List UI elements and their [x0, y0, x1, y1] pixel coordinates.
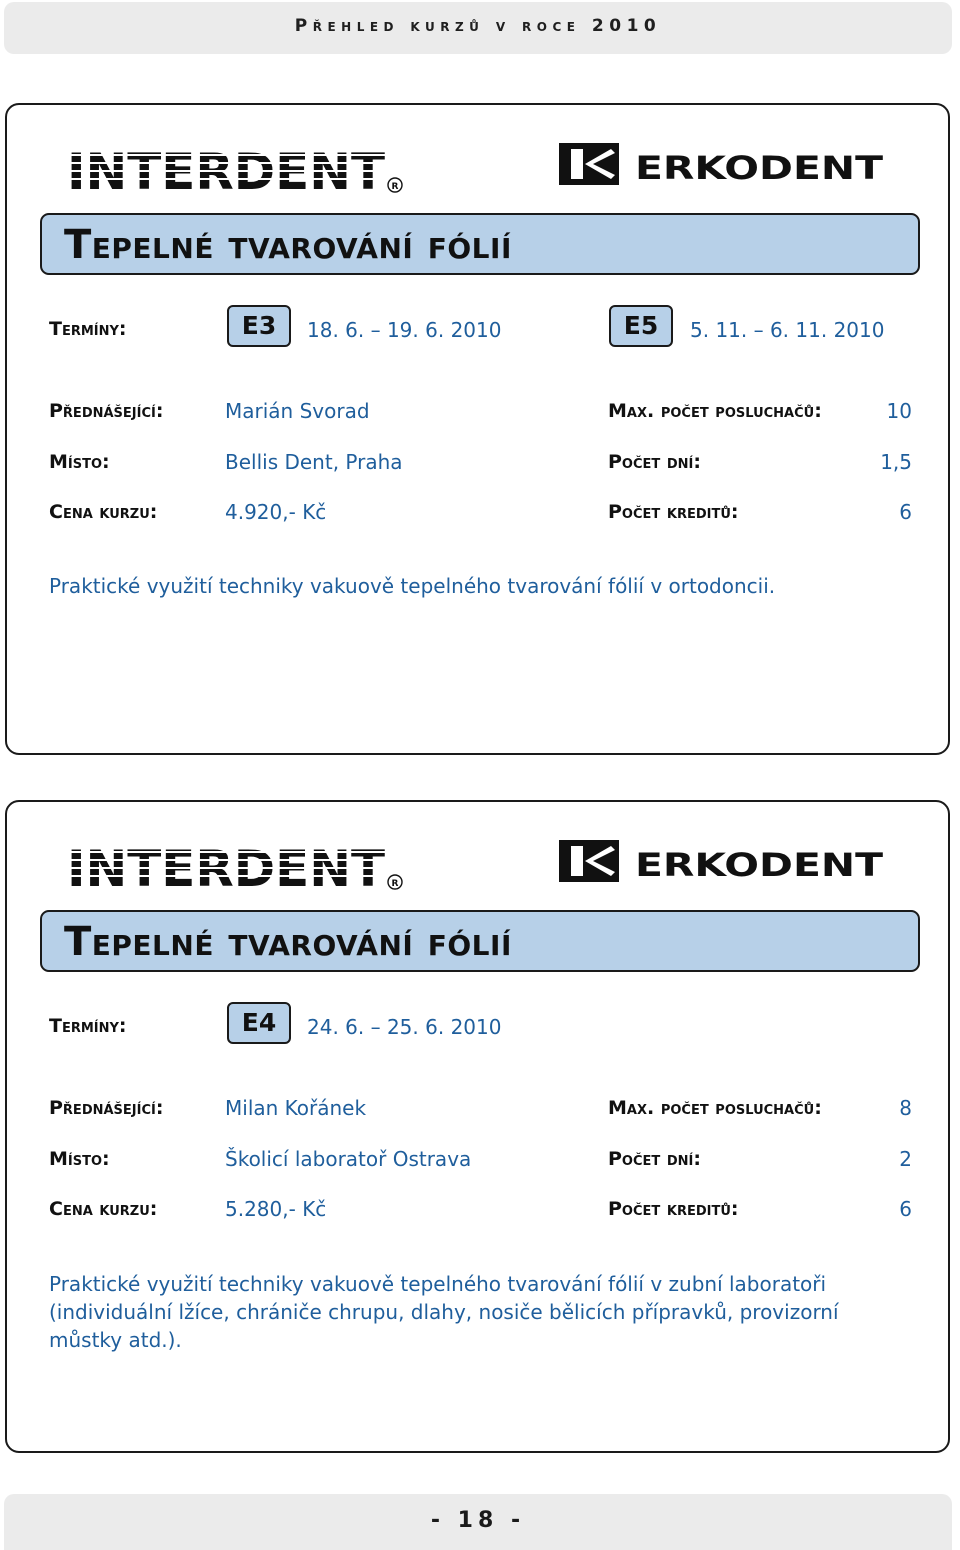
page-footer — [4, 1494, 952, 1550]
terms-label: Termíny: — [49, 318, 127, 340]
days-value: 1,5 — [880, 450, 912, 474]
term-code-badge: E5 — [609, 305, 673, 347]
days-label: Počet dní: — [608, 451, 701, 473]
max-participants-value: 8 — [899, 1096, 912, 1120]
svg-text:ERKODENT: ERKODENT — [635, 846, 884, 884]
lecturer-label: Přednášející: — [49, 1097, 164, 1119]
course-title: Tepelné tvarování fólií — [64, 222, 512, 268]
credits-value: 6 — [899, 500, 912, 524]
svg-text:ERKODENT: ERKODENT — [635, 149, 884, 187]
page-header — [4, 2, 952, 54]
svg-text:INTERDENT: INTERDENT — [67, 840, 385, 892]
days-value: 2 — [899, 1147, 912, 1171]
place-value: Bellis Dent, Praha — [225, 450, 403, 474]
course-card — [5, 800, 950, 1453]
course-title: Tepelné tvarování fólií — [64, 919, 512, 965]
course-card — [5, 103, 950, 755]
credits-label: Počet kreditů: — [608, 1198, 739, 1220]
term-code-badge: E4 — [227, 1002, 291, 1044]
place-value: Školicí laboratoř Ostrava — [225, 1147, 472, 1171]
max-participants-label: Max. počet posluchačů: — [608, 1097, 822, 1119]
lecturer-value: Marián Svorad — [225, 399, 370, 423]
credits-value: 6 — [899, 1197, 912, 1221]
page-title: Přehled kurzů v roce 2010 — [294, 16, 662, 36]
course-description: Praktické využití techniky vakuově tepelného tvarování fólií v ortodoncii. — [49, 574, 776, 598]
lecturer-label: Přednášející: — [49, 400, 164, 422]
days-label: Počet dní: — [608, 1148, 701, 1170]
price-value: 4.920,- Kč — [225, 500, 327, 524]
svg-text:R: R — [391, 182, 399, 192]
svg-text:R: R — [391, 879, 399, 889]
price-label: Cena kurzu: — [49, 501, 158, 523]
course-title-bar — [40, 213, 920, 275]
term-dates: 5. 11. – 6. 11. 2010 — [690, 318, 885, 342]
page-number: - 18 - — [430, 1508, 526, 1533]
course-description: Praktické využití techniky vakuově tepelného tvarování fólií v zubní laboratoři (individuální lžíce, chrániče chrupu, dlahy, nosiče bělicích přípravků, provizorní můstky atd.). — [49, 1272, 839, 1352]
interdent-logo — [67, 840, 407, 892]
price-value: 5.280,- Kč — [225, 1197, 327, 1221]
interdent-logo — [67, 143, 407, 195]
place-label: Místo: — [49, 1148, 110, 1170]
term-dates: 24. 6. – 25. 6. 2010 — [307, 1015, 502, 1039]
svg-text:INTERDENT: INTERDENT — [67, 143, 385, 195]
credits-label: Počet kreditů: — [608, 501, 739, 523]
terms-label: Termíny: — [49, 1015, 127, 1037]
max-participants-label: Max. počet posluchačů: — [608, 400, 822, 422]
max-participants-value: 10 — [886, 399, 912, 423]
term-code-badge: E3 — [227, 305, 291, 347]
place-label: Místo: — [49, 451, 110, 473]
erkodent-logo — [559, 840, 889, 886]
lecturer-value: Milan Kořánek — [225, 1096, 367, 1120]
course-title-bar — [40, 910, 920, 972]
price-label: Cena kurzu: — [49, 1198, 158, 1220]
term-dates: 18. 6. – 19. 6. 2010 — [307, 318, 502, 342]
erkodent-logo — [559, 143, 889, 189]
